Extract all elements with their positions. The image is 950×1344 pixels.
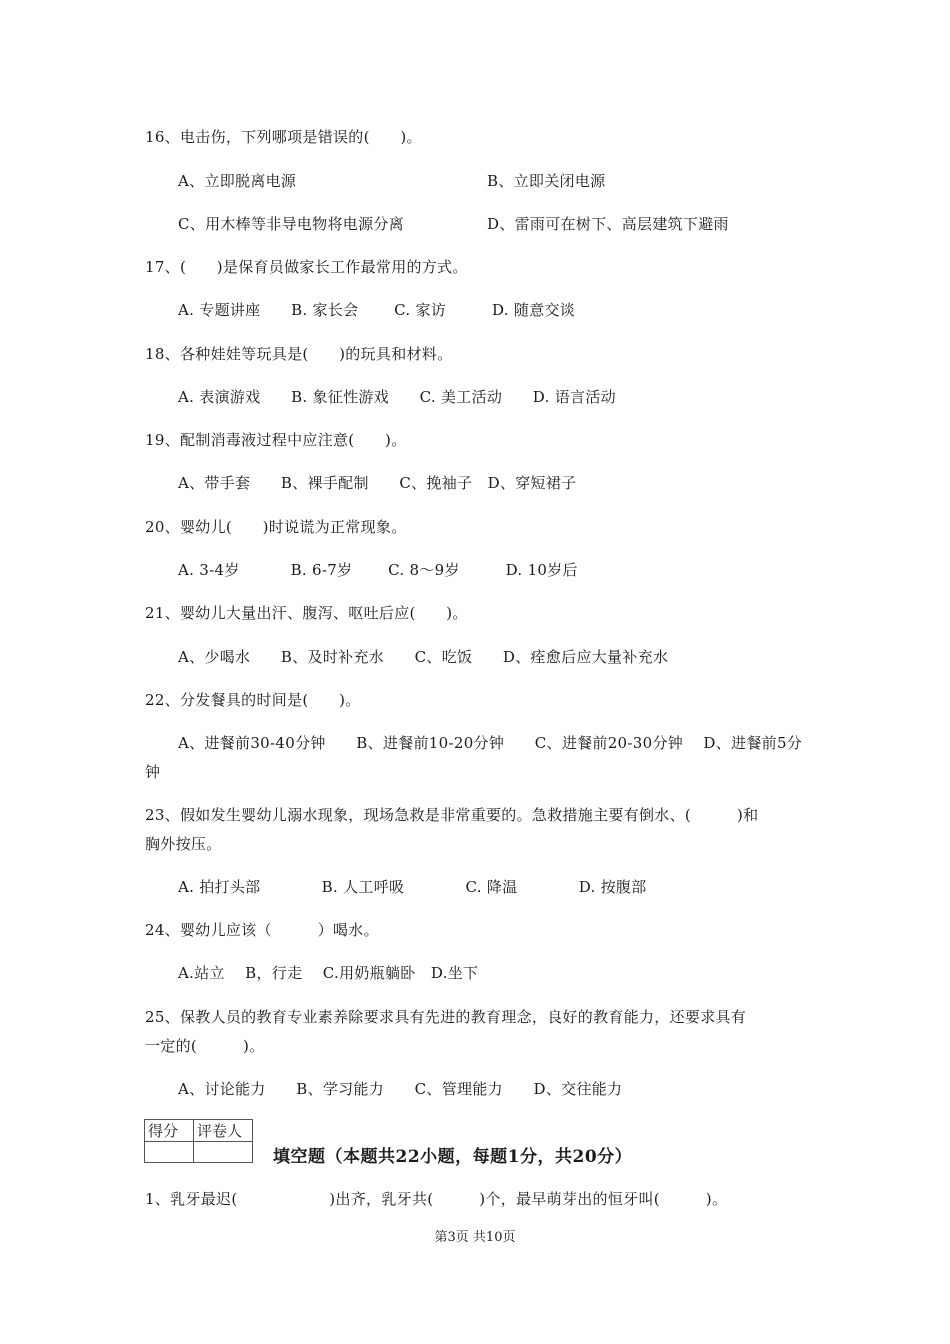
question-24-options: A.站立 B，行走 C.用奶瓶躺卧 D.坐下 [178,964,479,982]
question-17-stem: 17、( )是保育员做家长工作最常用的方式。 [145,258,468,276]
score-table-entry-row [145,1142,253,1163]
grader-cell [194,1142,253,1163]
question-18-options: A. 表演游戏 B. 象征性游戏 C. 美工活动 D. 语言活动 [178,388,616,406]
question-19-options: A、带手套 B、裸手配制 C、挽袖子 D、穿短裙子 [178,474,577,492]
question-21-stem: 21、婴幼儿大量出汗、腹泻、呕吐后应( )。 [145,604,468,622]
score-table-header-row [145,1120,253,1142]
question-24-stem: 24、婴幼儿应该（ ）喝水。 [145,921,379,939]
question-25-options: A、讨论能力 B、学习能力 C、管理能力 D、交往能力 [178,1080,623,1098]
question-19-stem: 19、配制消毒液过程中应注意( )。 [145,431,407,449]
question-25-stem: 25、保教人员的教育专业素养除要求具有先进的教育理念，良好的教育能力，还要求具有 [145,1008,747,1026]
question-20-stem: 20、婴幼儿( )时说谎为正常现象。 [145,518,407,536]
page-footer: 第3页 共10页 [434,1230,516,1245]
score-header: 得分 [145,1120,194,1142]
question-23-stem-continued: 胸外按压。 [145,835,222,853]
question-16-stem: 16、电击伤，下列哪项是错误的( )。 [145,128,422,146]
question-18-stem: 18、各种娃娃等玩具是( )的玩具和材料。 [145,345,453,363]
question-23-options: A. 拍打头部 B. 人工呼吸 C. 降温 D. 按腹部 [178,878,647,896]
question-16-option-a: A、立即脱离电源 [178,172,297,190]
score-cell [145,1142,194,1163]
fill-question-1: 1、乳牙最迟( )出齐，乳牙共( )个，最早萌芽出的恒牙叫( )。 [145,1190,728,1208]
grader-header: 评卷人 [194,1120,253,1142]
score-table [144,1119,253,1163]
question-16-option-b: B、立即关闭电源 [487,172,606,190]
question-22-stem: 22、分发餐具的时间是( )。 [145,691,361,709]
question-17-options: A. 专题讲座 B. 家长会 C. 家访 D. 随意交谈 [178,301,576,319]
section-title: 填空题（本题共22小题，每题1分，共20分） [273,1147,633,1167]
question-16-option-d: D、雷雨可在树下、高层建筑下避雨 [487,215,729,233]
question-21-options: A、少喝水 B、及时补充水 C、吃饭 D、痊愈后应大量补充水 [178,648,669,666]
question-20-options: A. 3-4岁 B. 6-7岁 C. 8～9岁 D. 10岁后 [178,561,578,579]
question-25-stem-continued: 一定的( )。 [145,1037,265,1055]
question-16-option-c: C、用木棒等非导电物将电源分离 [178,215,404,233]
question-22-options: A、进餐前30-40分钟 B、进餐前10-20分钟 C、进餐前20-30分钟 D、进餐前5分 [178,734,803,752]
question-22-options-continued: 钟 [145,763,161,781]
question-23-stem: 23、假如发生婴幼儿溺水现象，现场急救是非常重要的。急救措施主要有倒水、( )和 [145,806,759,824]
